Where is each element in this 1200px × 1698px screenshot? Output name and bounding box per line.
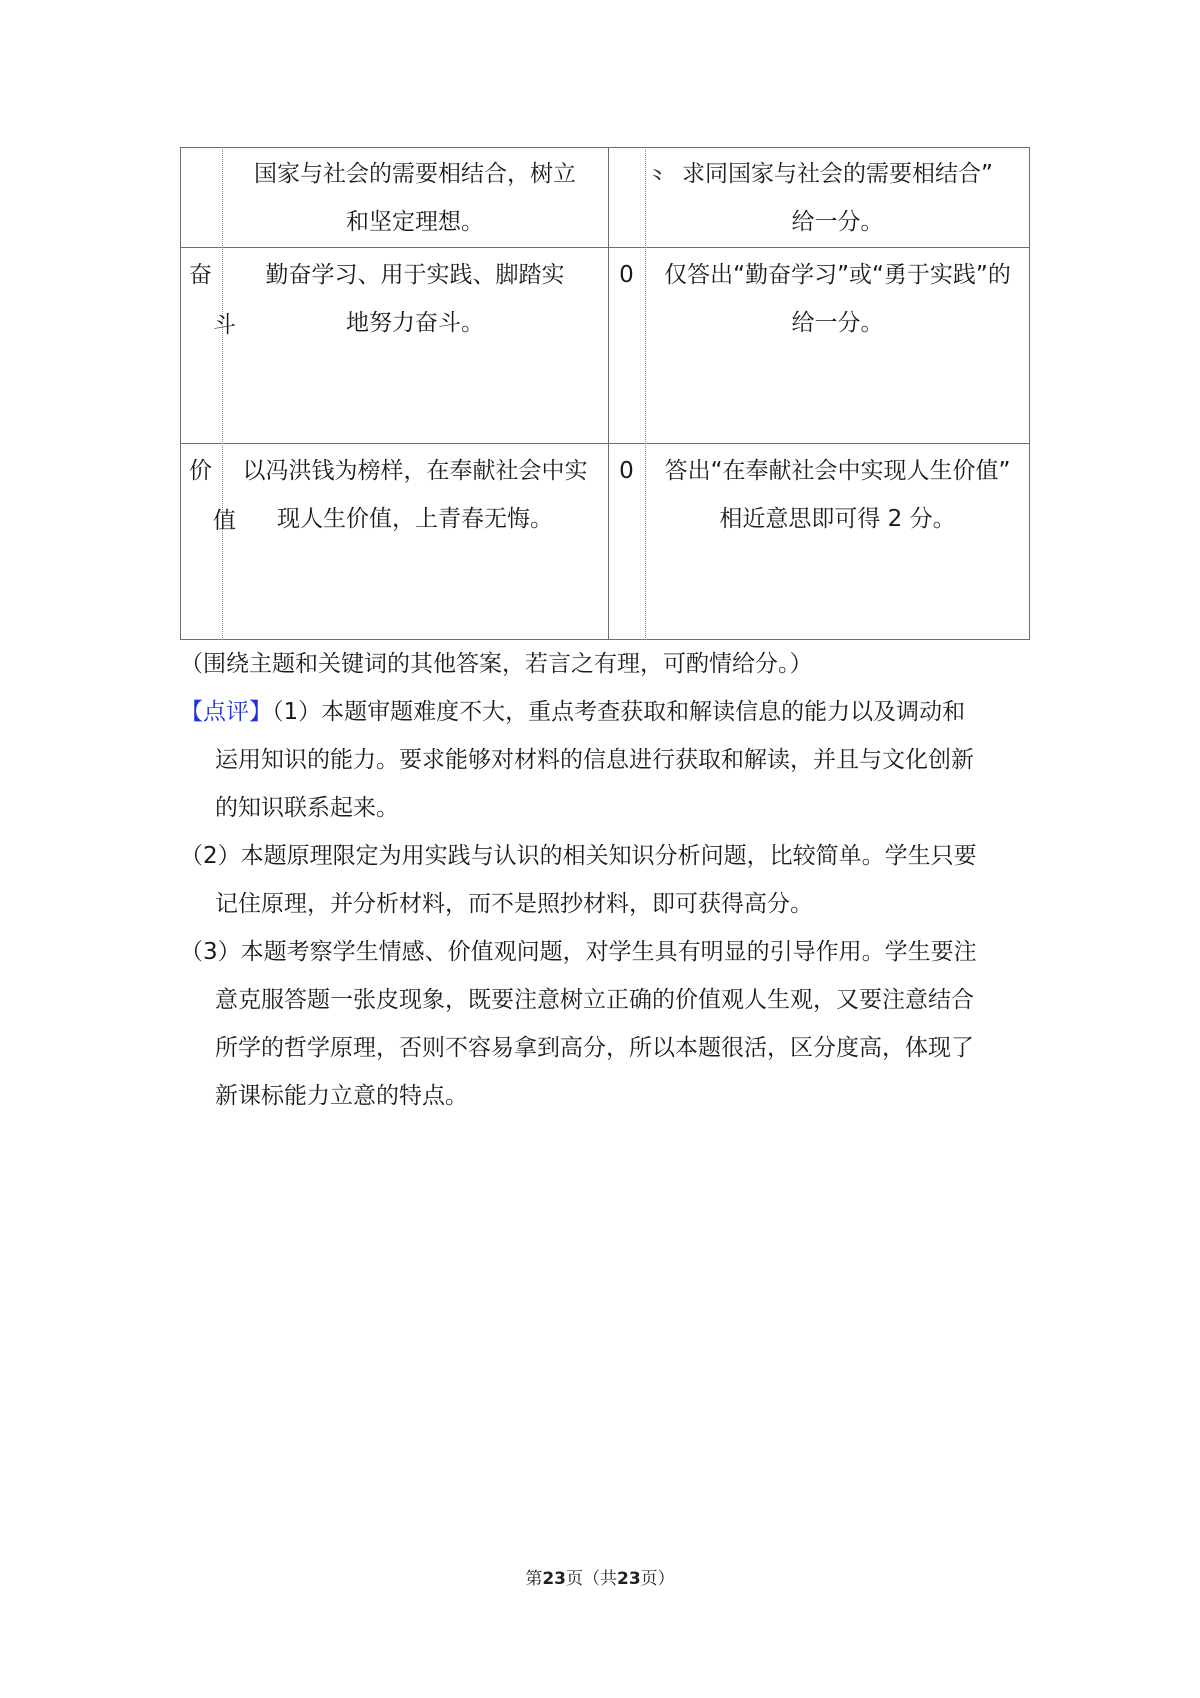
footer-total-pages: 23 [617, 1569, 641, 1589]
row3-scoring-line1: 答出“在奉献社会中实现人生价值” [664, 458, 1011, 484]
row-divider [180, 443, 1030, 444]
row3-content-line2: 现人生价值，上青春无悔。 [277, 506, 553, 532]
row1-scoring-line2: 给一分。 [791, 209, 884, 235]
row2-keyword-clipped: 斗 [213, 312, 236, 338]
review-p3-line4: 新课标能力立意的特点。 [215, 1083, 468, 1109]
column-divider [608, 147, 609, 640]
scoring-table [180, 147, 1030, 640]
page-footer [0, 1564, 1200, 1589]
row3-content-line1: 以冯洪钱为榜样，在奉献社会中实 [242, 458, 588, 484]
row1-content-line1: 国家与社会的需要相结合，树立 [254, 161, 576, 187]
review-p3-line2: 意克服答题一张皮现象，既要注意树立正确的价值观人生观，又要注意结合 [215, 987, 974, 1013]
review-p1-line1 [180, 688, 965, 736]
footer-page-number: 23 [542, 1569, 566, 1589]
row3-score: 0 [619, 458, 634, 484]
row2-score: 0 [619, 262, 634, 288]
row2-content-line1: 勤奋学习、用于实践、脚踏实 [265, 262, 565, 288]
row3-keyword-clipped: 值 [213, 508, 236, 534]
review-p2-line2: 记住原理，并分析材料，而不是照抄材料，即可获得高分。 [215, 891, 813, 917]
table-border-left [180, 147, 181, 640]
review-p1-line2: 运用知识的能力。要求能够对材料的信息进行获取和解读，并且与文化创新 [215, 747, 974, 773]
row2-keyword: 奋 [189, 262, 212, 288]
table-border-right [1029, 147, 1030, 640]
footer-suffix: 页） [640, 1569, 675, 1589]
row1-scoring-line1: 求同国家与社会的需要相结合” [682, 161, 993, 187]
review-p1-text: （1）本题审题难度不大，重点考查获取和解读信息的能力以及调动和 [272, 699, 966, 725]
row3-keyword: 价 [189, 458, 212, 484]
review-p3-line3: 所学的哲学原理，否则不容易拿到高分，所以本题很活，区分度高，体现了 [215, 1035, 974, 1061]
row2-scoring-line1: 仅答出“勤奋学习”或“勇于实践”的 [664, 262, 1011, 288]
clipped-glyph-mark: ⺀ [646, 167, 669, 193]
table-border-top [180, 147, 1030, 148]
row2-scoring-line2: 给一分。 [791, 310, 884, 336]
row-divider [180, 247, 1030, 248]
row1-content-line2: 和坚定理想。 [346, 209, 484, 235]
review-p3-line1: （3）本题考察学生情感、价值观问题，对学生具有明显的引导作用。学生要注 [180, 939, 977, 965]
review-p1-line3: 的知识联系起来。 [215, 795, 399, 821]
footer-middle: 页（共 [566, 1569, 617, 1589]
review-p2-line1: （2）本题原理限定为用实践与认识的相关知识分析问题，比较简单。学生只要 [180, 843, 977, 869]
grading-note: （围绕主题和关键词的其他答案，若言之有理，可酌情给分。） [180, 651, 813, 677]
row3-scoring-line2: 相近意思即可得 2 分。 [719, 506, 956, 532]
review-label: 【点评】 [180, 699, 272, 725]
footer-prefix: 第 [525, 1569, 543, 1589]
row2-content-line2: 地努力奋斗。 [346, 310, 484, 336]
